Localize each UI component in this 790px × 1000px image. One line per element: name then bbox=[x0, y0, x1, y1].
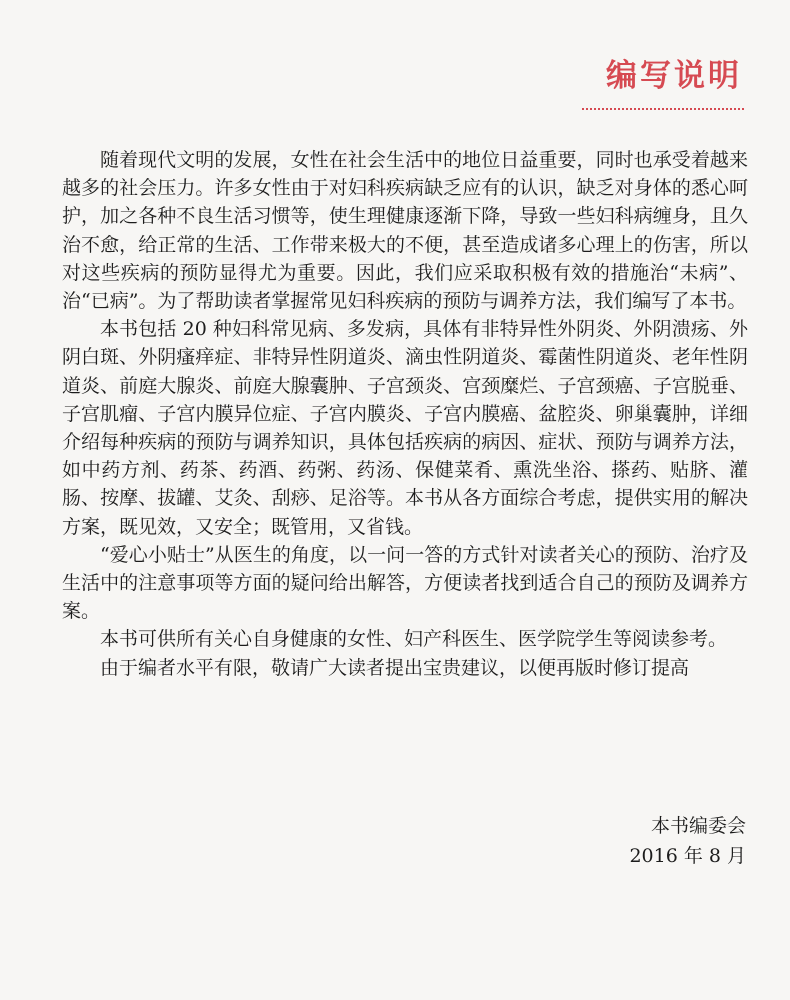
title-dotted-underline bbox=[582, 108, 744, 110]
paragraph-tips: “爱心小贴士”从医生的角度，以一问一答的方式针对读者关心的预防、治疗及生活中的注意事项等方面的疑问给出解答，方便读者找到适合自己的预防及调养方案。 bbox=[62, 543, 748, 623]
paragraph-intro: 随着现代文明的发展，女性在社会生活中的地位日益重要，同时也承受着越来越多的社会压力。许多女性由于对妇科疾病缺乏应有的认识，缺乏对身体的悉心呵护，加之各种不良生活习惯等，使生理健康逐渐下降，导致一些妇科病缠身，且久治不愈，给正常的生活、工作带来极大的不便，甚至造成诸多心理上的伤害，所以对这些疾病的预防显得尤为重要。因此，我们应采取积极有效的措施治“未病”、治“已病”。为了帮助读者掌握常见妇科疾病的预防与调养方法，我们编写了本书。 bbox=[62, 149, 748, 313]
paragraph-contents: 本书包括 20 种妇科常见病、多发病，具体有非特异性外阴炎、外阴溃疡、外阴白斑、外阴瘙痒症、非特异性阴道炎、滴虫性阴道炎、霉菌性阴道炎、老年性阴道炎、前庭大腺炎、前庭大腺囊肿、子宫颈炎、宫颈糜烂、子宫颈癌、子宫脱垂、子宫肌瘤、子宫内膜异位症、子宫内膜炎、子宫内膜癌、盆腔炎、卵巢囊肿，详细介绍每种疾病的预防与调养知识，具体包括疾病的病因、症状、预防与调养方法，如中药方剂、药茶、药酒、药粥、药汤、保健菜肴、熏洗坐浴、搽药、贴脐、灌肠、按摩、拔罐、艾灸、刮痧、足浴等。本书从各方面综合考虑，提供实用的解决方案，既见效，又安全；既管用，又省钱。 bbox=[62, 318, 748, 538]
page-title: 编写说明 bbox=[606, 58, 742, 94]
paragraph-feedback: 由于编者水平有限，敬请广大读者提出宝贵建议，以便再版时修订提高 bbox=[100, 656, 690, 679]
signature-date: 2016 年 8 月 bbox=[629, 845, 746, 867]
paragraph-audience: 本书可供所有关心自身健康的女性、妇产科医生、医学院学生等阅读参考。 bbox=[100, 628, 728, 651]
body-text bbox=[62, 146, 748, 682]
signature-editor: 本书编委会 bbox=[650, 815, 746, 837]
